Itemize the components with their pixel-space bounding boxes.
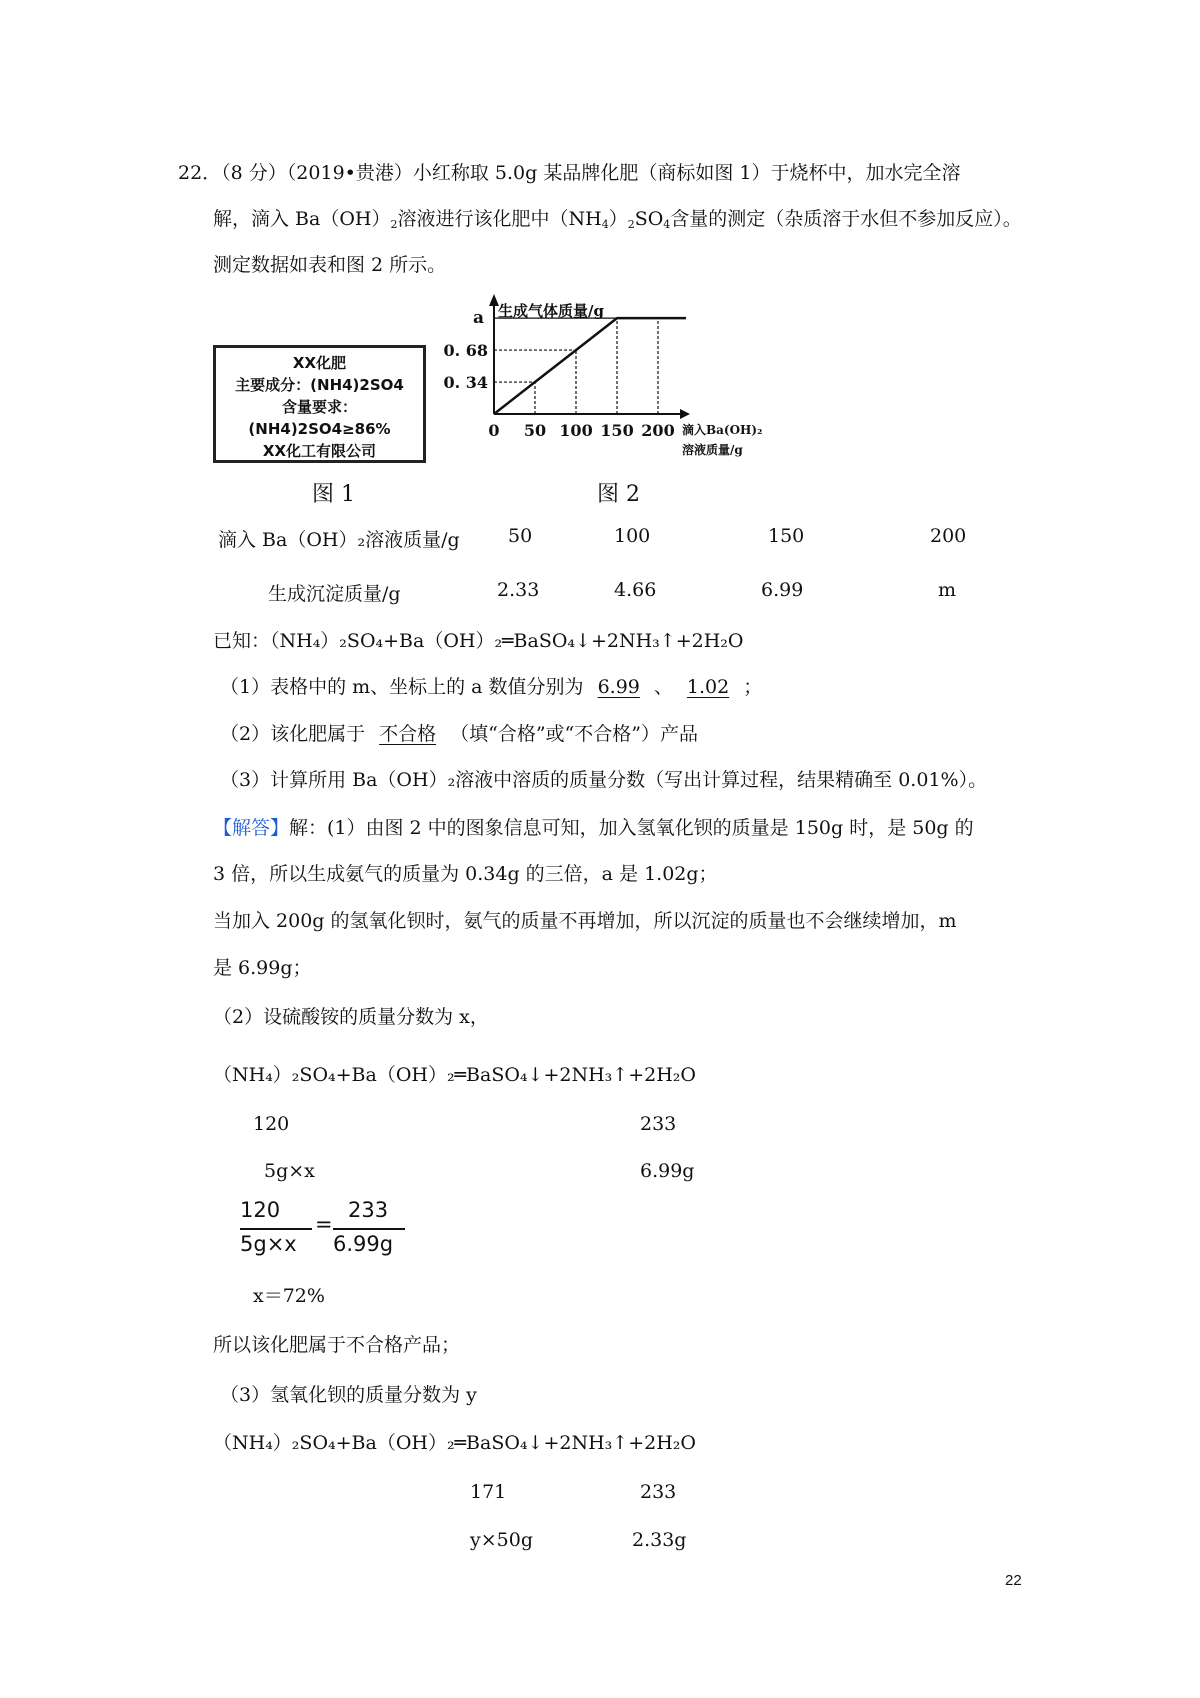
q2-text: （2）该化肥属于 bbox=[220, 723, 366, 745]
q2-end: （填“合格”或“不合格”）产品 bbox=[450, 723, 698, 745]
x-tick-label: 50 bbox=[523, 421, 547, 440]
x-result: x＝72% bbox=[253, 1285, 325, 1307]
fertilizer-company: XX化工有限公司 bbox=[262, 442, 377, 460]
q2-part-c: ） bbox=[608, 208, 628, 230]
sub-2: 2 bbox=[390, 218, 398, 231]
q1-text: （1）表格中的 m、坐标上的 a 数值分别为 bbox=[220, 676, 584, 698]
q2-part-a: 解，滴入 Ba（OH） bbox=[213, 208, 391, 230]
fraction-left-denominator: 5g×x bbox=[240, 1232, 297, 1256]
table-cell: 200 bbox=[930, 525, 967, 547]
table-cell: m bbox=[938, 579, 957, 601]
table-cell: 6.99 bbox=[761, 579, 804, 601]
table-cell: 4.66 bbox=[614, 579, 657, 601]
molar-mass-233: 233 bbox=[640, 1113, 677, 1135]
answer-line-1 bbox=[213, 815, 974, 841]
answer-text: 解：(1）由图 2 中的图象信息可知，加入氢氧化钡的质量是 150g 时，是 50g 的 bbox=[289, 817, 974, 839]
x-tick-label: 200 bbox=[641, 421, 675, 440]
answer-line-6: （3）氢氧化钡的质量分数为 y bbox=[220, 1384, 477, 1406]
fraction-bar-left bbox=[240, 1228, 312, 1230]
q2-part-e: 含量的测定（杂质溶于水但不参加反应）。 bbox=[670, 208, 1022, 230]
q2-part-d: SO bbox=[634, 208, 664, 230]
x-axis-label-line2: 溶液质量/g bbox=[682, 443, 743, 457]
value-y50g: y×50g bbox=[470, 1529, 533, 1551]
fraction-bar-right bbox=[333, 1228, 405, 1230]
q1-sep: 、 bbox=[653, 676, 673, 698]
table-row1-label: 滴入 Ba（OH）₂溶液质量/g bbox=[218, 529, 460, 551]
table-row2-label: 生成沉淀质量/g bbox=[268, 583, 401, 605]
table-cell: 50 bbox=[508, 525, 533, 547]
question-line-1: 22．（8 分）（2019•贵港）小红称取 5.0g 某品牌化肥（商标如图 1）于烧杯中，加水完全溶 bbox=[178, 162, 961, 184]
x-axis-label-line1: 滴入Ba(OH)₂ bbox=[682, 423, 763, 437]
page-number: 22 bbox=[1005, 1572, 1022, 1589]
figure-1-caption: 图 1 bbox=[312, 482, 355, 507]
fraction-right-denominator: 6.99g bbox=[333, 1232, 394, 1256]
question-line-3: 测定数据如表和图 2 所示。 bbox=[213, 254, 447, 276]
known-reaction: 已知：（NH₄）₂SO₄+Ba（OH）₂═BaSO₄↓+2NH₃↑+2H₂O bbox=[213, 630, 744, 652]
sub-question-3: （3）计算所用 Ba（OH）₂溶液中溶质的质量分数（写出计算过程，结果精确至 0.01%）。 bbox=[220, 769, 988, 791]
fertilizer-label bbox=[213, 345, 426, 463]
gas-mass-chart bbox=[440, 290, 780, 470]
x-tick-label: 100 bbox=[559, 421, 593, 440]
answer-line-4: 是 6.99g； bbox=[213, 957, 312, 979]
fraction-left-numerator: 120 bbox=[240, 1198, 281, 1222]
fertilizer-requirement: 含量要求：(NH4)2SO4≥86% bbox=[248, 398, 391, 438]
molar-mass-171: 171 bbox=[470, 1481, 507, 1503]
q1-answer-m: 6.99 bbox=[597, 676, 640, 698]
fraction-equals: = bbox=[315, 1212, 333, 1236]
answer-line-2: 3 倍，所以生成氨气的质量为 0.34g 的三倍，a 是 1.02g； bbox=[213, 863, 718, 885]
fertilizer-name: XX化肥 bbox=[292, 354, 347, 372]
y-tick-a: a bbox=[472, 308, 484, 329]
y-tick-034: 0. 34 bbox=[443, 373, 488, 393]
x-tick-label: 150 bbox=[600, 421, 634, 440]
answer-line-5: （2）设硫酸铵的质量分数为 x， bbox=[213, 1006, 489, 1028]
equation-1: （NH₄）₂SO₄+Ba（OH）₂═BaSO₄↓+2NH₃↑+2H₂O bbox=[213, 1064, 696, 1086]
value-699g: 6.99g bbox=[640, 1160, 695, 1182]
table-cell: 2.33 bbox=[497, 579, 540, 601]
table-cell: 150 bbox=[768, 525, 805, 547]
q1-answer-a: 1.02 bbox=[686, 676, 730, 698]
y-axis-label: 生成气体质量/g bbox=[498, 302, 604, 320]
y-tick-068: 0. 68 bbox=[443, 341, 488, 361]
sub-2b: 2 bbox=[627, 218, 635, 231]
table-cell: 100 bbox=[614, 525, 651, 547]
answer-tag: 【解答】 bbox=[213, 817, 290, 839]
equation-2: （NH₄）₂SO₄+Ba（OH）₂═BaSO₄↓+2NH₃↑+2H₂O bbox=[213, 1432, 696, 1454]
answer-line-3: 当加入 200g 的氢氧化钡时，氨气的质量不再增加，所以沉淀的质量也不会继续增加，m bbox=[213, 910, 957, 932]
q1-end: ； bbox=[743, 676, 763, 698]
conclusion: 所以该化肥属于不合格产品； bbox=[213, 1334, 461, 1356]
x-tick-label: 0 bbox=[488, 421, 500, 440]
value-5gx: 5g×x bbox=[264, 1160, 315, 1182]
x-axis-arrow-icon bbox=[680, 409, 690, 419]
figure-2-caption: 图 2 bbox=[597, 482, 640, 507]
question-line-2 bbox=[213, 206, 1022, 238]
q2-part-b: 溶液进行该化肥中（NH bbox=[397, 208, 602, 230]
sub-question-2 bbox=[220, 721, 698, 747]
sub-4b: 4 bbox=[663, 218, 671, 231]
fraction-right-numerator: 233 bbox=[348, 1198, 389, 1222]
molar-mass-120: 120 bbox=[253, 1113, 290, 1135]
sub-question-1 bbox=[220, 674, 762, 700]
sub-4: 4 bbox=[601, 218, 609, 231]
q2-answer: 不合格 bbox=[379, 723, 437, 745]
molar-mass-233b: 233 bbox=[640, 1481, 677, 1503]
fertilizer-ingredient: 主要成分：(NH4)2SO4 bbox=[235, 376, 404, 394]
value-233g: 2.33g bbox=[632, 1529, 687, 1551]
